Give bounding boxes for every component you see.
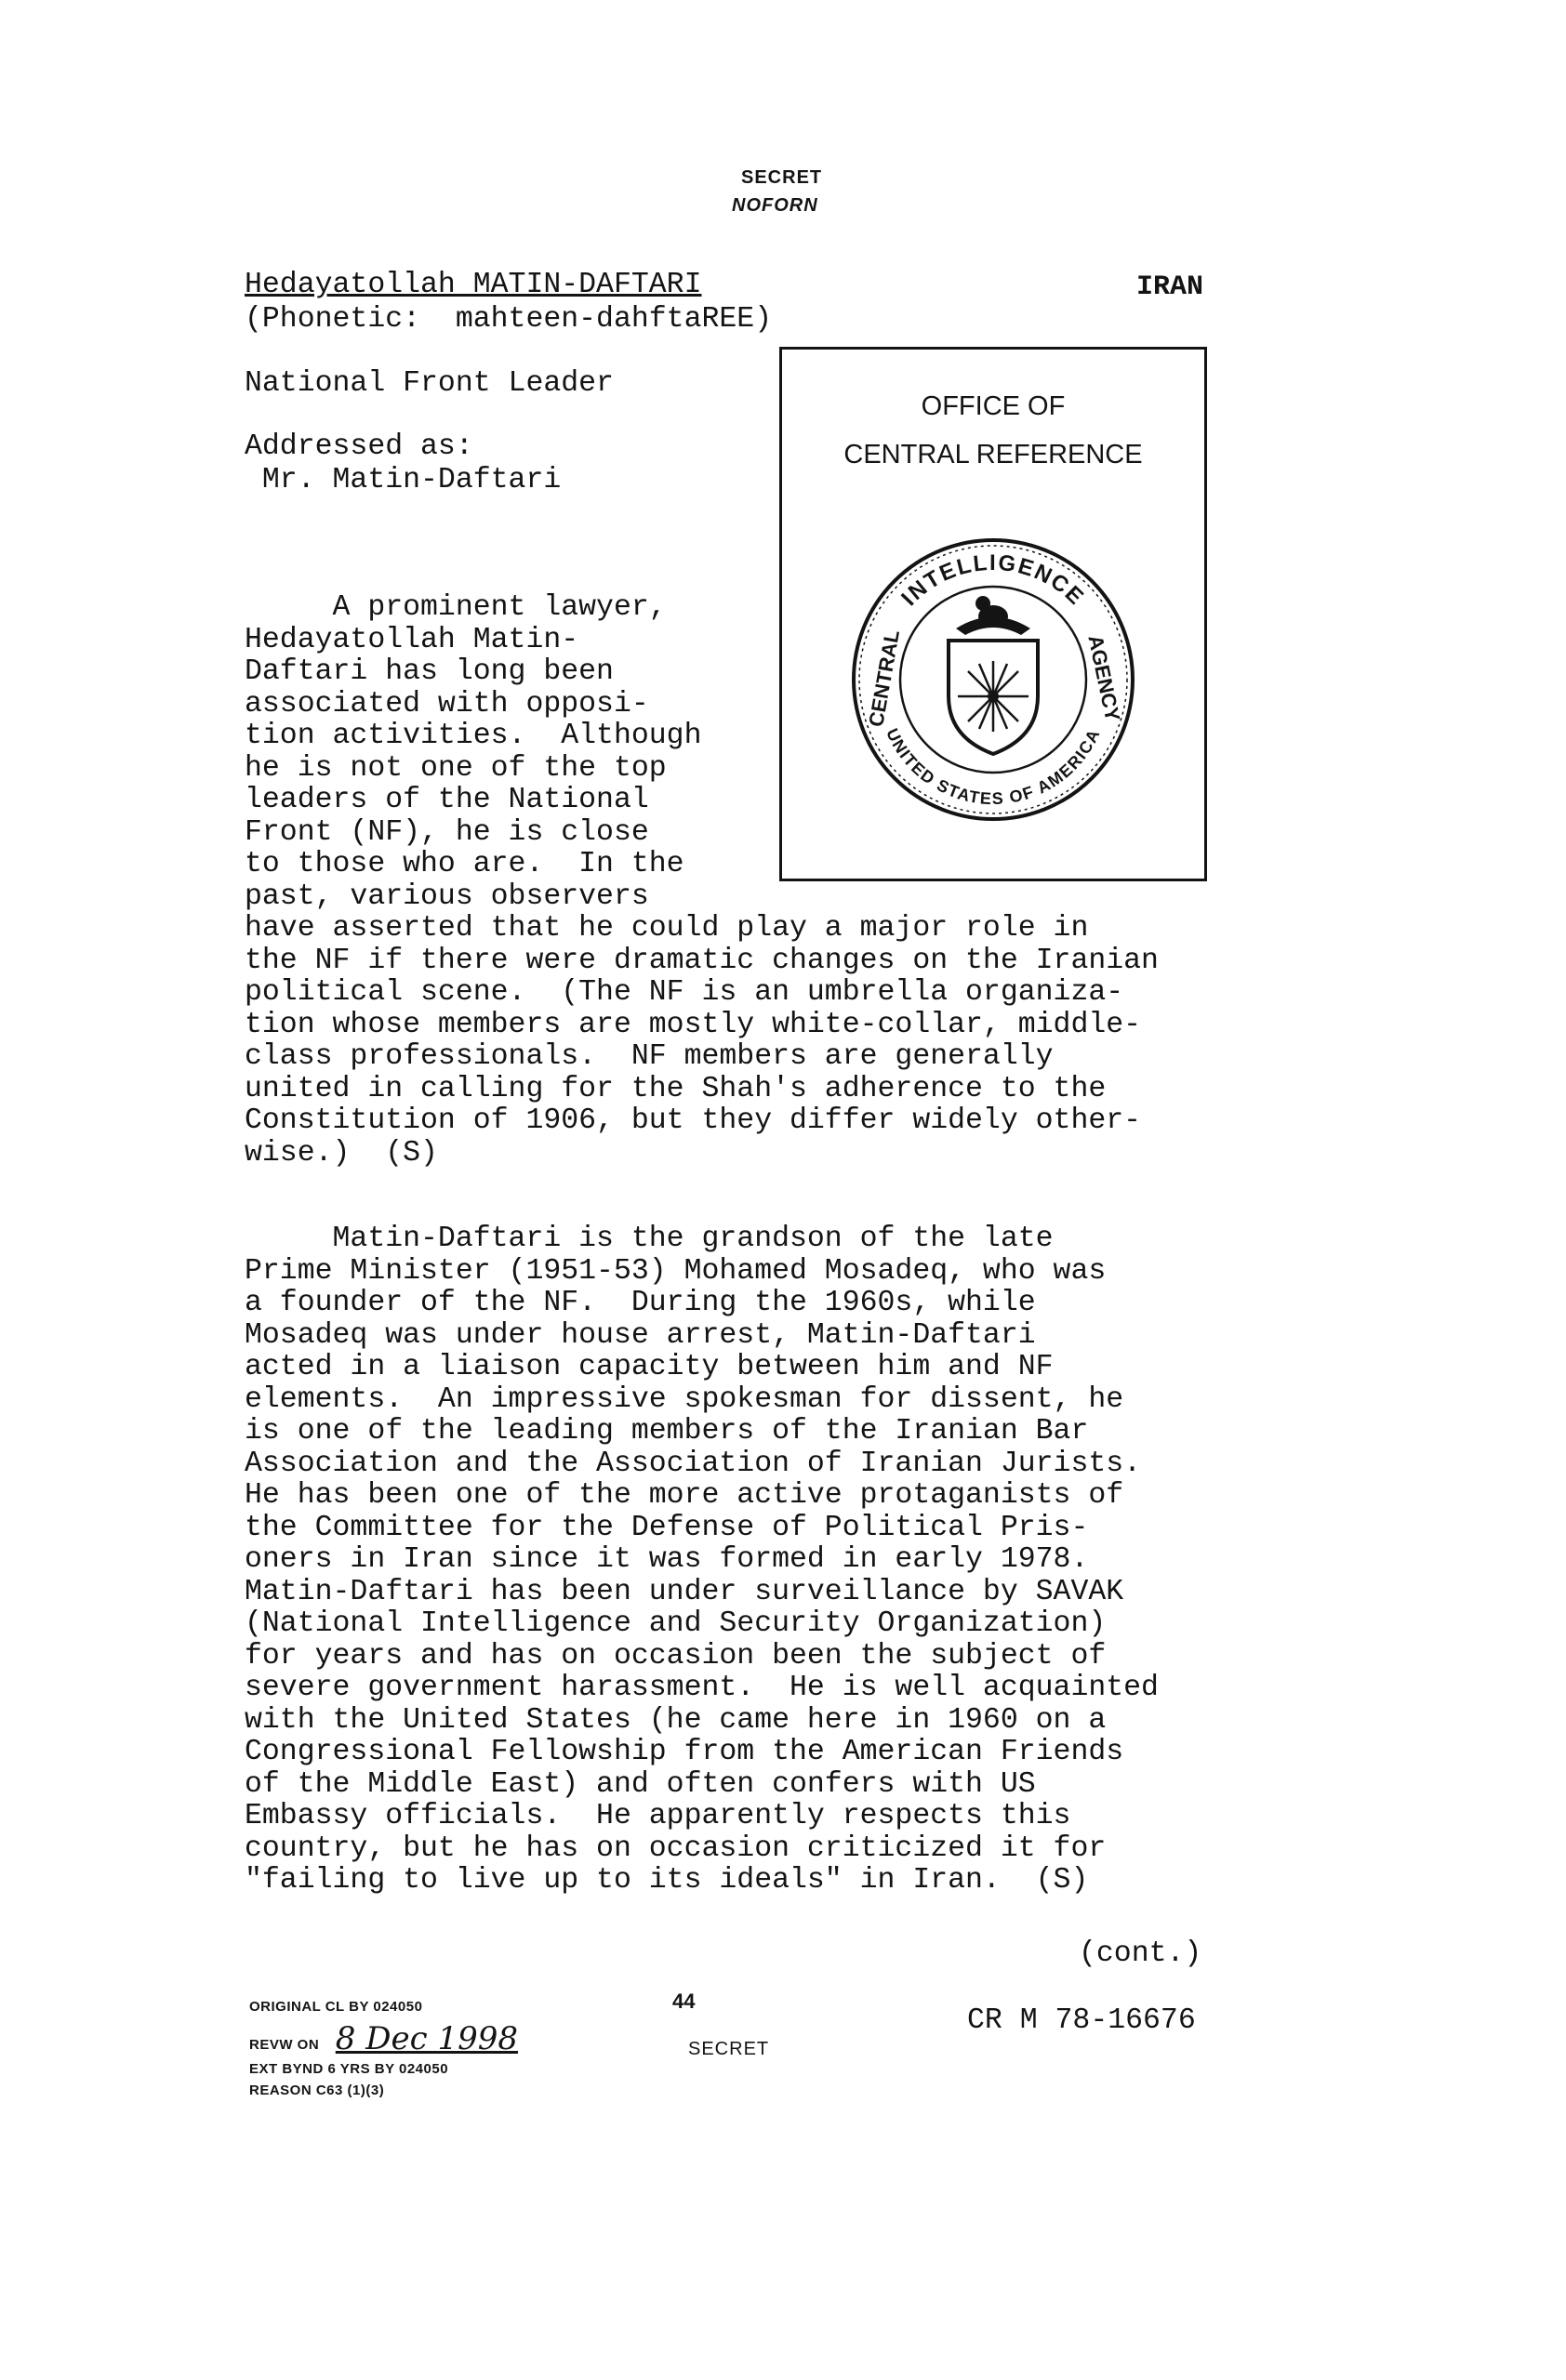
paragraph-1-line: have asserted that he could play a major role in: [245, 912, 1089, 945]
phonetic-line: (Phonetic: mahteen-dahftaREE): [245, 303, 773, 336]
paragraph-1-line: Constitution of 1906, but they differ widely other-: [245, 1104, 1142, 1137]
paragraph-1-line: associated with opposi-: [245, 687, 649, 721]
caveat-header: NOFORN: [732, 195, 818, 216]
paragraph-2-line: "failing to live up to its ideals" in Iran. (S): [245, 1864, 1089, 1897]
paragraph-2-line: is one of the leading members of the Iranian Bar: [245, 1415, 1089, 1448]
stamp-line4: REASON C63 (1)(3): [249, 2082, 385, 2098]
paragraph-1-line: tion activities. Although: [245, 720, 702, 752]
paragraph-2-line: with the United States (he came here in 1960 on a: [245, 1703, 1107, 1737]
paragraph-2-line: acted in a liaison capacity between him and NF: [245, 1351, 1054, 1383]
country-label: IRAN: [1136, 271, 1204, 303]
office-box-line2: CENTRAL REFERENCE: [843, 440, 1143, 469]
paragraph-2-line: the Committee for the Defense of Political Pris-: [245, 1511, 1089, 1544]
classification-header: SECRET: [741, 167, 823, 188]
seal-top-text: INTELLIGENCE: [896, 549, 1090, 612]
footer-classification: SECRET: [688, 2039, 770, 2059]
paragraph-1-line: A prominent lawyer,: [245, 591, 667, 624]
paragraph-2-line: of the Middle East) and often confers with US: [245, 1767, 1036, 1801]
addressed-value: Mr. Matin-Daftari: [245, 464, 562, 496]
paragraph-1-line: political scene. (The NF is an umbrella organiza-: [245, 976, 1124, 1009]
continued-label: (cont.): [1079, 1937, 1202, 1970]
paragraph-2-line: Matin-Daftari has been under surveillance by SAVAK: [245, 1575, 1124, 1608]
page-number: 44: [672, 1990, 696, 2013]
paragraph-1-line: wise.) (S): [245, 1136, 438, 1170]
paragraph-2: [245, 1223, 1159, 1897]
paragraph-1-line: past, various observers: [245, 879, 649, 913]
paragraph-2-line: (National Intelligence and Security Organization): [245, 1607, 1107, 1640]
position-title: National Front Leader: [245, 367, 614, 400]
stamp-handwritten-date: 8 Dec 1998: [335, 2020, 518, 2057]
paragraph-2-line: Prime Minister (1951-53) Mohamed Mosadeq, who was: [245, 1254, 1107, 1288]
paragraph-1-line: united in calling for the Shah's adherence to the: [245, 1072, 1107, 1105]
paragraph-1-line: class professionals. NF members are generally: [245, 1040, 1054, 1073]
stamp-line2-label: REVW ON: [249, 2037, 320, 2053]
paragraph-1-line: Hedayatollah Matin-: [245, 623, 579, 656]
paragraph-2-line: Association and the Association of Iranian Jurists.: [245, 1447, 1142, 1480]
paragraph-2-line: country, but he has on occasion criticized it for: [245, 1831, 1107, 1865]
paragraph-2-line: Embassy officials. He apparently respects this: [245, 1800, 1071, 1832]
addressed-label: Addressed as:: [245, 430, 473, 463]
paragraph-2-line: severe government harassment. He is well acquainted: [245, 1672, 1159, 1704]
paragraph-2-line: a founder of the NF. During the 1960s, while: [245, 1287, 1036, 1319]
paragraph-1-line: the NF if there were dramatic changes on the Iranian: [245, 944, 1159, 977]
paragraph-1-line: he is not one of the top: [245, 751, 667, 785]
paragraph-2-line: oners in Iran since it was formed in early 1978.: [245, 1543, 1089, 1576]
seal-left-text: CENTRAL: [864, 628, 905, 729]
office-box-line1: OFFICE OF: [921, 391, 1066, 421]
paragraph-1-line: Daftari has long been: [245, 655, 614, 688]
paragraph-1-line: tion whose members are mostly white-collar, middle-: [245, 1008, 1142, 1041]
paragraph-2-line: He has been one of the more active protaganists of: [245, 1479, 1124, 1512]
paragraph-2-line: Mosadeq was under house arrest, Matin-Daftari: [245, 1318, 1036, 1352]
paragraph-2-line: Congressional Fellowship from the American Friends: [245, 1736, 1124, 1768]
seal-bottom-text: UNITED STATES OF AMERICA: [883, 725, 1104, 809]
stamp-line3: EXT BYND 6 YRS BY 024050: [249, 2061, 449, 2077]
paragraph-1-line: Front (NF), he is close: [245, 815, 649, 849]
declassification-stamp: [249, 1999, 518, 2098]
subject-name: Hedayatollah MATIN-DAFTARI: [245, 269, 702, 301]
paragraph-1: [245, 592, 1159, 1170]
doc-number: CR M 78-16676: [967, 2004, 1196, 2037]
stamp-line1: ORIGINAL CL BY 024050: [249, 1999, 423, 2015]
paragraph-1-line: to those who are. In the: [245, 848, 684, 880]
paragraph-2-line: elements. An impressive spokesman for dissent, he: [245, 1382, 1124, 1416]
seal-right-text: AGENCY: [1083, 632, 1125, 724]
paragraph-1-line: leaders of the National: [245, 784, 649, 816]
paragraph-2-line: for years and has on occasion been the subject of: [245, 1639, 1107, 1673]
paragraph-2-line: Matin-Daftari is the grandson of the late: [245, 1223, 1054, 1255]
